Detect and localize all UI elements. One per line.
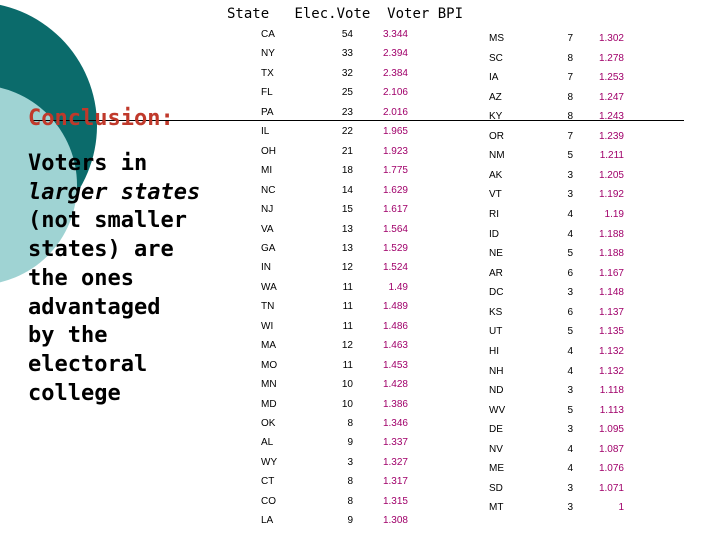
- left-state-mn: MN: [261, 379, 277, 391]
- right-state-dc: DC: [489, 287, 504, 299]
- right-elec-vote: 5: [567, 150, 573, 162]
- right-voter-bpi: 1.137: [598, 306, 624, 318]
- header-voter-bpi: Voter BPI: [387, 6, 464, 22]
- left-voter-bpi: 1.346: [382, 418, 408, 429]
- left-voter-bpi: 1.524: [382, 262, 408, 274]
- right-voter-bpi: 1.253: [598, 72, 624, 84]
- table-header: [227, 6, 463, 22]
- left-voter-bpi: 2.384: [382, 67, 408, 79]
- right-state-nv: NV: [489, 443, 503, 455]
- left-state-nc: NC: [261, 184, 276, 196]
- right-elec-vote: 8: [567, 52, 573, 64]
- left-voter-bpi: 1.629: [382, 184, 408, 196]
- left-elec-vote: 33: [341, 48, 353, 60]
- header-elec-vote: Elec.Vote: [294, 6, 371, 22]
- left-elec-vote: 22: [341, 126, 353, 138]
- left-state-fl: FL: [261, 87, 273, 99]
- right-state-me: ME: [489, 463, 504, 475]
- right-voter-bpi: 1: [618, 502, 624, 514]
- left-state-wy: WY: [261, 456, 278, 468]
- right-elec-vote: 3: [567, 482, 573, 494]
- right-elec-vote: 4: [567, 209, 573, 221]
- left-voter-bpi: 1.453: [382, 359, 408, 371]
- right-elec-vote: 4: [567, 365, 573, 377]
- right-elec-vote: 5: [567, 404, 573, 416]
- left-state-ny: NY: [261, 48, 275, 60]
- conclusion-line: Voters in: [28, 151, 148, 176]
- right-state-ky: KY: [489, 111, 503, 123]
- right-state-az: AZ: [489, 91, 502, 103]
- right-voter-bpi: 1.211: [599, 150, 624, 162]
- right-state-ut: UT: [489, 326, 503, 338]
- left-elec-vote: 11: [342, 320, 353, 332]
- header-state: State: [227, 6, 270, 22]
- left-elec-vote: 10: [341, 398, 353, 410]
- left-state-ct: CT: [261, 476, 275, 488]
- left-state-mi: MI: [261, 165, 273, 177]
- left-elec-vote: 9: [347, 437, 353, 449]
- right-elec-vote: 4: [567, 345, 573, 357]
- left-voter-bpi: 3.344: [382, 29, 408, 40]
- left-state-nj: NJ: [261, 204, 274, 216]
- left-voter-bpi: 2.106: [382, 87, 408, 99]
- left-state-wa: WA: [261, 281, 277, 293]
- left-elec-vote: 8: [347, 495, 353, 507]
- conclusion-line: college: [28, 380, 121, 406]
- left-voter-bpi: 1.428: [382, 379, 408, 391]
- right-state-nm: NM: [489, 150, 505, 162]
- right-voter-bpi: 1.132: [598, 345, 624, 357]
- right-state-ne: NE: [489, 248, 503, 260]
- left-elec-vote: 11: [342, 301, 353, 313]
- left-voter-bpi: 1.529: [382, 242, 408, 254]
- right-elec-vote: 6: [567, 306, 573, 318]
- left-elec-vote: 9: [347, 515, 353, 527]
- right-state-wv: WV: [489, 404, 506, 416]
- right-voter-bpi: 1.19: [604, 209, 624, 221]
- right-elec-vote: 8: [567, 91, 573, 103]
- left-elec-vote: 15: [341, 204, 353, 216]
- left-elec-vote: 3: [347, 456, 353, 468]
- right-state-de: DE: [489, 424, 503, 436]
- right-elec-vote: 7: [567, 130, 573, 142]
- right-state-ak: AK: [489, 169, 503, 181]
- right-elec-vote: 4: [567, 443, 573, 455]
- left-elec-vote: 21: [341, 145, 353, 157]
- left-state-in: IN: [261, 262, 271, 274]
- conclusion-line: advantaged: [28, 294, 161, 320]
- right-state-id: ID: [489, 228, 499, 240]
- right-elec-vote: 4: [567, 228, 573, 240]
- left-voter-bpi: 1.617: [382, 204, 408, 216]
- left-state-il: IL: [261, 126, 270, 138]
- left-elec-vote: 14: [341, 184, 353, 196]
- left-state-ga: GA: [261, 242, 276, 254]
- right-elec-vote: 8: [567, 111, 573, 123]
- right-state-vt: VT: [489, 189, 502, 201]
- right-elec-vote: 5: [567, 248, 573, 260]
- left-state-md: MD: [261, 398, 277, 410]
- conclusion-line: states) are: [28, 237, 174, 263]
- right-voter-bpi: 1.113: [599, 404, 624, 416]
- right-elec-vote: 4: [567, 463, 573, 475]
- left-state-tn: TN: [261, 301, 275, 313]
- left-elec-vote: 23: [341, 106, 353, 118]
- right-state-hi: HI: [489, 345, 499, 357]
- left-voter-bpi: 2.394: [382, 48, 408, 60]
- conclusion-line: electoral: [28, 351, 148, 377]
- right-state-ia: IA: [489, 72, 499, 84]
- left-elec-vote: 10: [341, 379, 353, 391]
- left-elec-vote: 13: [341, 223, 353, 235]
- right-state-or: OR: [489, 130, 504, 142]
- right-elec-vote: 5: [567, 326, 573, 338]
- right-elec-vote: 7: [567, 72, 573, 84]
- left-voter-bpi: 1.463: [382, 340, 408, 352]
- left-elec-vote: 18: [341, 165, 353, 177]
- left-elec-vote: 8: [347, 418, 353, 429]
- left-elec-vote: 25: [341, 87, 353, 99]
- right-elec-vote: 6: [567, 267, 573, 279]
- left-voter-bpi: 1.486: [382, 320, 408, 332]
- right-voter-bpi: 1.192: [598, 189, 624, 201]
- left-elec-vote: 11: [342, 281, 353, 293]
- right-voter-bpi: 1.076: [598, 463, 624, 475]
- left-state-oh: OH: [261, 145, 276, 157]
- right-state-ar: AR: [489, 267, 503, 279]
- right-voter-bpi: 1.118: [599, 385, 624, 397]
- left-state-va: VA: [261, 223, 274, 235]
- right-voter-bpi: 1.132: [598, 365, 624, 377]
- right-elec-vote: 3: [567, 502, 573, 514]
- left-state-wi: WI: [261, 320, 274, 332]
- right-elec-vote: 3: [567, 169, 573, 181]
- left-voter-bpi: 1.386: [382, 398, 408, 410]
- left-voter-bpi: 1.965: [382, 126, 408, 138]
- left-voter-bpi: 1.775: [382, 165, 408, 177]
- right-voter-bpi: 1.188: [598, 228, 624, 240]
- conclusion-title: Conclusion:: [28, 106, 174, 131]
- right-voter-bpi: 1.302: [598, 33, 624, 44]
- conclusion-line: larger states: [28, 179, 201, 205]
- left-voter-bpi: 1.317: [382, 476, 408, 488]
- right-state-sd: SD: [489, 482, 503, 494]
- right-voter-bpi: 1.205: [598, 169, 624, 181]
- left-state-ca: CA: [261, 29, 275, 40]
- left-state-ma: MA: [261, 340, 276, 352]
- left-state-al: AL: [261, 437, 274, 449]
- left-voter-bpi: 1.327: [382, 456, 408, 468]
- conclusion-body: [28, 150, 218, 408]
- left-voter-bpi: 2.016: [382, 106, 408, 118]
- conclusion-line: by the: [28, 323, 108, 349]
- right-state-nh: NH: [489, 365, 504, 377]
- left-state-ok: OK: [261, 418, 276, 429]
- right-elec-vote: 3: [567, 287, 573, 299]
- left-voter-bpi: 1.315: [382, 495, 408, 507]
- right-state-nd: ND: [489, 385, 504, 397]
- right-voter-bpi: 1.087: [598, 443, 624, 455]
- right-voter-bpi: 1.239: [598, 130, 624, 142]
- left-voter-bpi: 1.308: [382, 515, 408, 527]
- left-voter-bpi: 1.49: [388, 281, 408, 293]
- right-voter-bpi: 1.071: [598, 482, 624, 494]
- left-elec-vote: 32: [341, 67, 353, 79]
- right-voter-bpi: 1.148: [598, 287, 624, 299]
- left-state-pa: PA: [261, 106, 274, 118]
- right-voter-bpi: 1.135: [598, 326, 624, 338]
- left-voter-bpi: 1.489: [382, 301, 408, 313]
- right-voter-bpi: 1.167: [598, 267, 624, 279]
- right-state-ks: KS: [489, 306, 503, 318]
- left-elec-vote: 11: [342, 359, 353, 371]
- right-elec-vote: 3: [567, 424, 573, 436]
- conclusion-line: (not smaller: [28, 208, 187, 234]
- right-elec-vote: 3: [567, 385, 573, 397]
- right-state-sc: SC: [489, 52, 503, 64]
- right-elec-vote: 7: [567, 33, 573, 44]
- right-state-ms: MS: [489, 33, 504, 44]
- right-state-mt: MT: [489, 502, 504, 514]
- right-voter-bpi: 1.095: [598, 424, 624, 436]
- right-voter-bpi: 1.247: [598, 91, 624, 103]
- left-elec-vote: 54: [341, 29, 353, 40]
- left-state-mo: MO: [261, 359, 278, 371]
- left-elec-vote: 8: [347, 476, 353, 488]
- left-elec-vote: 12: [341, 262, 353, 274]
- right-elec-vote: 3: [567, 189, 573, 201]
- left-voter-bpi: 1.337: [382, 437, 408, 449]
- right-voter-bpi: 1.243: [598, 111, 624, 123]
- right-voter-bpi: 1.278: [598, 52, 624, 64]
- left-state-la: LA: [261, 515, 274, 527]
- conclusion-line: the ones: [28, 265, 134, 291]
- left-voter-bpi: 1.564: [382, 223, 408, 235]
- right-voter-bpi: 1.188: [598, 248, 624, 260]
- right-state-ri: RI: [489, 209, 499, 221]
- left-voter-bpi: 1.923: [382, 145, 408, 157]
- left-elec-vote: 13: [341, 242, 353, 254]
- left-elec-vote: 12: [341, 340, 353, 352]
- left-state-tx: TX: [261, 67, 274, 79]
- left-state-co: CO: [261, 495, 276, 507]
